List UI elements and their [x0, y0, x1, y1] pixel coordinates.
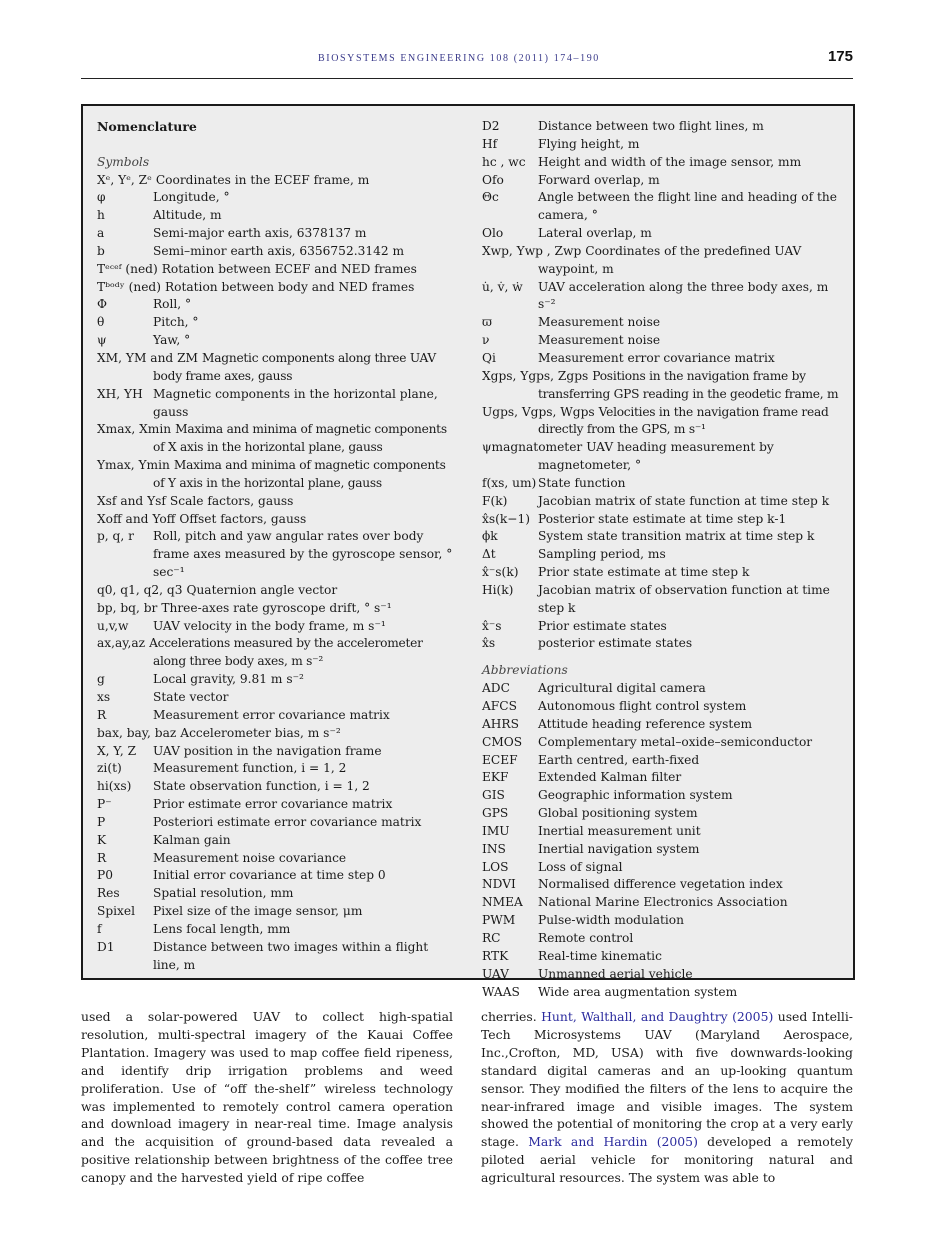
entry-definition: Yaw, °	[153, 333, 191, 348]
nomenclature-entry	[482, 635, 847, 653]
entry-symbol: INS	[482, 841, 506, 856]
entry-symbol: u,v,w	[97, 618, 129, 633]
nomenclature-entry	[482, 136, 847, 154]
entry-definition: Lateral overlap, m	[538, 226, 652, 241]
entry-symbol: bp, bq, br	[97, 600, 158, 615]
entry-symbol: a	[97, 226, 105, 241]
nomenclature-entry	[482, 787, 847, 805]
nomenclature-entry	[482, 948, 847, 966]
entry-symbol: ψ	[97, 333, 107, 348]
entry-definition: Complementary metal–oxide–semiconductor	[538, 734, 813, 749]
body-text-fragment: cherries.	[481, 1009, 537, 1024]
entry-definition: System state transition matrix at time step k	[538, 529, 815, 544]
nomenclature-entry	[482, 225, 847, 243]
entry-definition: Initial error covariance at time step 0	[153, 868, 386, 883]
entry-definition: Prior estimate states	[538, 618, 667, 633]
nomenclature-entry	[97, 707, 457, 725]
entry-definition: Wide area augmentation system	[538, 984, 738, 999]
entry-definition: Kalman gain	[153, 832, 231, 847]
entry-definition: Jacobian matrix of observation function at time step k	[538, 582, 830, 615]
entry-symbol: Xoff and Yoff	[97, 511, 176, 526]
entry-definition: Velocities in the navigation frame read directly from the GPS, m s⁻¹	[538, 404, 829, 437]
nomenclature-entry	[482, 716, 847, 734]
nomenclature-entry	[97, 832, 457, 850]
entry-definition: Extended Kalman filter	[538, 770, 682, 785]
entry-symbol: R	[97, 850, 107, 865]
entry-definition: Remote control	[538, 930, 634, 945]
abbreviations-heading: Abbreviations	[482, 663, 568, 678]
nomenclature-entry	[482, 769, 847, 787]
entry-symbol: Xgps, Ygps, Zgps	[482, 368, 589, 383]
entry-definition: UAV position in the navigation frame	[153, 743, 382, 758]
entry-definition: Measurement noise	[538, 333, 661, 348]
nomenclature-entry	[482, 546, 847, 564]
entry-symbol: xs	[97, 690, 111, 704]
entry-definition: UAV acceleration along the three body axes, m s⁻²	[538, 279, 829, 312]
entry-definition: Quaternion angle vector	[186, 582, 338, 597]
entry-definition: Scale factors, gauss	[169, 493, 294, 508]
body-text-right	[481, 1008, 853, 1187]
journal-name: BIOSYSTEMS ENGINEERING 108 (2011) 174–190	[318, 53, 600, 64]
entry-symbol: q0, q1, q2, q3	[97, 582, 183, 597]
entry-definition: Rotation between body and NED frames	[164, 279, 415, 294]
nomenclature-entry	[97, 314, 457, 332]
entry-definition: State vector	[153, 690, 229, 704]
entry-definition: State function	[538, 475, 626, 490]
body-text-fragment: developed a remotely piloted aerial vehicle for monitoring natural and agricultural resources. The system was able to	[481, 1134, 853, 1186]
body-text-fragment: used Intelli-Tech Microsystems UAV (Maryland Aerospace, Inc.,Crofton, MD, USA) with five downwards-looking standard digital cameras and an up-looking quantum sensor. They modified the filters of the lens to acquire the near-infrared image and visible images. The system showed the potential of monitoring the crop at a very early stage.	[481, 1009, 853, 1150]
entry-symbol: p, q, r	[97, 529, 134, 544]
nomenclature-entry	[97, 457, 457, 493]
nomenclature-entry	[97, 279, 457, 297]
entry-definition: Agricultural digital camera	[538, 681, 706, 696]
entry-symbol: hi(xs)	[97, 779, 132, 794]
entry-definition: Posteriori estimate error covariance matrix	[153, 814, 422, 829]
entry-symbol: Olo	[482, 226, 504, 241]
nomenclature-entry	[97, 760, 457, 778]
entry-definition: Pulse-width modulation	[538, 913, 684, 928]
entry-symbol: Xmax, Xmin	[97, 422, 172, 437]
abbreviations-list	[482, 680, 847, 1001]
nomenclature-entry	[97, 332, 457, 350]
nomenclature-entry	[482, 894, 847, 912]
entry-symbol: GPS	[482, 806, 509, 821]
nomenclature-entry	[97, 511, 457, 529]
nomenclature-entry	[482, 475, 847, 493]
entry-symbol: LOS	[482, 859, 509, 874]
entry-definition: Forward overlap, m	[538, 172, 660, 187]
nomenclature-title: Nomenclature	[97, 119, 197, 134]
entry-definition: Local gravity, 9.81 m s⁻²	[153, 672, 304, 687]
entry-symbol: Ugps, Vgps, Wgps	[482, 404, 595, 419]
entry-symbol: x̂s(k−1)	[482, 511, 530, 526]
entry-symbol: K	[97, 832, 107, 847]
entry-definition: posterior estimate states	[538, 636, 693, 651]
entry-symbol: Tᵇᵒᵈʸ (ned)	[97, 279, 161, 294]
entry-symbol: ϖ	[482, 315, 492, 330]
entry-symbol: ECEF	[482, 752, 518, 767]
entry-symbol: bax, bay, baz	[97, 725, 177, 740]
entry-definition: Altitude, m	[153, 208, 222, 223]
entry-definition: Flying height, m	[538, 136, 640, 151]
entry-definition: Pitch, °	[153, 315, 199, 330]
nomenclature-entry	[482, 189, 847, 225]
entry-definition: Measurement error covariance matrix	[538, 350, 775, 365]
nomenclature-entry	[482, 752, 847, 770]
entry-symbol: X, Y, Z	[97, 743, 137, 758]
entry-symbol: UAV	[482, 966, 509, 981]
entry-definition: Three-axes rate gyroscope drift, ° s⁻¹	[161, 600, 392, 615]
entry-symbol: GIS	[482, 788, 505, 803]
nomenclature-entry	[97, 743, 457, 761]
entry-symbol: Xᵉ, Yᵉ, Zᵉ	[97, 172, 152, 187]
entry-symbol: P	[97, 814, 106, 829]
nomenclature-entry	[97, 689, 457, 707]
entry-symbol: ax,ay,az	[97, 636, 146, 651]
entry-symbol: Δt	[482, 547, 496, 562]
nomenclature-entry	[97, 493, 457, 511]
entry-definition: Accelerations measured by the accelerometer along three body axes, m s⁻²	[149, 636, 423, 669]
body-paragraph: used a solar-powered UAV to collect high-spatial resolution, multi-spectral imagery of the Kauai Coffee Plantation. Imagery was used to map coffee field ripeness, and identify drip irrigation problems and weed proliferation. Use of “off the-shelf” wireless technology was implemented to remotely control camera operation and download imagery in near-real time. Image analysis and the acquisition of ground-based data revealed a positive relationship between brightness of the coffee tree canopy and the harvested yield of ripe coffee	[81, 1009, 453, 1186]
nomenclature-entry	[482, 823, 847, 841]
entry-symbol: zi(t)	[97, 761, 122, 776]
nomenclature-entry	[482, 368, 847, 404]
entry-definition: Inertial navigation system	[538, 841, 700, 856]
nomenclature-entry	[482, 984, 847, 1002]
citation-link[interactable]: Hunt, Walthall, and Daughtry (2005)	[541, 1009, 774, 1024]
nomenclature-box	[81, 104, 855, 999]
entry-definition: Inertial measurement unit	[538, 823, 701, 838]
entry-definition: Normalised difference vegetation index	[538, 877, 783, 892]
nomenclature-entry	[97, 867, 457, 885]
entry-symbol: RTK	[482, 948, 509, 963]
entry-symbol: EKF	[482, 770, 509, 785]
entry-symbol: WAAS	[482, 984, 520, 999]
nomenclature-entry	[97, 600, 457, 618]
nomenclature-entry	[482, 332, 847, 350]
nomenclature-entry	[97, 582, 457, 600]
entry-symbol: Ofo	[482, 172, 504, 187]
header-rule	[81, 78, 853, 79]
nomenclature-entry	[482, 680, 847, 698]
entry-symbol: x̂⁻s(k)	[482, 565, 519, 580]
entry-definition: UAV velocity in the body frame, m s⁻¹	[153, 618, 386, 633]
entry-symbol: Xwp, Ywp , Zwp	[482, 243, 582, 258]
entry-symbol: Spixel	[97, 904, 136, 919]
symbols-heading: Symbols	[97, 154, 150, 169]
nomenclature-entry	[97, 172, 457, 190]
nomenclature-entry	[482, 734, 847, 752]
entry-definition: Semi–minor earth axis, 6356752.3142 m	[153, 243, 405, 258]
nomenclature-entry	[482, 698, 847, 716]
nomenclature-entry	[97, 243, 457, 261]
nomenclature-entry	[97, 939, 457, 975]
nomenclature-entry	[482, 172, 847, 190]
nomenclature-entry	[97, 885, 457, 903]
entry-symbol: ϕk	[482, 529, 498, 544]
nomenclature-entry	[482, 859, 847, 877]
entry-symbol: Res	[97, 886, 120, 901]
entry-symbol: D1	[97, 939, 115, 954]
entry-definition: National Marine Electronics Association	[538, 895, 788, 910]
nomenclature-entry	[482, 930, 847, 948]
nomenclature-entry	[482, 528, 847, 546]
nomenclature-entry	[482, 118, 847, 136]
nomenclature-entry	[482, 243, 847, 279]
entry-symbol: hc , wc	[482, 154, 526, 169]
entry-symbol: g	[97, 672, 105, 687]
entry-definition: Accelerometer bias, m s⁻²	[180, 725, 341, 740]
entry-symbol: u̇, v̇, ẇ	[482, 279, 523, 294]
nomenclature-entry	[97, 618, 457, 636]
entry-definition: Offset factors, gauss	[179, 511, 307, 526]
entry-definition: Prior state estimate at time step k	[538, 565, 750, 580]
entry-definition: State observation function, i = 1, 2	[153, 779, 370, 794]
entry-definition: Loss of signal	[538, 859, 623, 874]
nomenclature-entry	[97, 814, 457, 832]
nomenclature-entry	[482, 564, 847, 582]
nomenclature-entry	[97, 261, 457, 279]
entry-symbol: PWM	[482, 913, 516, 928]
entry-definition: Measurement noise	[538, 315, 661, 330]
entry-definition: Prior estimate error covariance matrix	[153, 797, 393, 812]
entry-definition: Autonomous flight control system	[538, 699, 747, 713]
entry-definition: Measurement function, i = 1, 2	[153, 761, 347, 776]
entry-symbol: θ	[97, 315, 105, 330]
entry-definition: Magnetic components along three UAV body frame axes, gauss	[153, 350, 436, 383]
entry-symbol: AFCS	[482, 699, 517, 713]
symbols-list-right	[482, 118, 847, 653]
entry-definition: Coordinates of the predefined UAV waypoint, m	[538, 243, 802, 276]
nomenclature-entry	[97, 189, 457, 207]
page-number: 175	[827, 48, 853, 65]
entry-symbol: CMOS	[482, 734, 523, 749]
symbols-list-left	[97, 172, 457, 975]
entry-symbol: AHRS	[482, 716, 519, 731]
entry-definition: Distance between two images within a flight line, m	[153, 939, 429, 972]
entry-definition: Lens focal length, mm	[153, 921, 291, 936]
entry-definition: Unmanned aerial vehicle	[538, 966, 693, 981]
entry-symbol: φ	[97, 190, 106, 205]
nomenclature-entry	[482, 805, 847, 823]
entry-symbol: F(k)	[482, 493, 508, 508]
nomenclature-entry	[97, 725, 457, 743]
entry-symbol: D2	[482, 119, 500, 133]
entry-symbol: ν	[482, 333, 490, 348]
nomenclature-entry	[482, 966, 847, 984]
nomenclature-entry	[482, 841, 847, 859]
entry-symbol: P⁻	[97, 797, 112, 812]
nomenclature-entry	[482, 912, 847, 930]
entry-definition: Maxima and minima of magnetic components of X axis in the horizontal plane, gauss	[153, 422, 447, 455]
nomenclature-entry	[97, 421, 457, 457]
entry-symbol: IMU	[482, 823, 510, 838]
nomenclature-entry	[97, 671, 457, 689]
entry-symbol: ADC	[482, 681, 510, 696]
entry-definition: Earth centred, earth-fixed	[538, 752, 700, 767]
nomenclature-entry	[482, 876, 847, 894]
entry-definition: Sampling period, ms	[538, 547, 666, 562]
entry-definition: Longitude, °	[153, 190, 230, 205]
entry-symbol: NDVI	[482, 877, 516, 892]
citation-link[interactable]: Mark and Hardin (2005)	[528, 1134, 698, 1150]
nomenclature-right-column	[482, 118, 847, 1001]
entry-symbol: Tᵉᶜᵉᶠ (ned)	[97, 261, 158, 276]
entry-symbol: RC	[482, 930, 501, 945]
entry-definition: Global positioning system	[538, 806, 698, 821]
entry-symbol: f(xs, um)	[482, 475, 537, 490]
entry-definition: Rotation between ECEF and NED frames	[161, 261, 417, 276]
nomenclature-entry	[97, 635, 457, 671]
entry-definition: Magnetic components in the horizontal plane, gauss	[153, 386, 438, 419]
nomenclature-entry	[482, 404, 847, 440]
entry-symbol: Hi(k)	[482, 582, 514, 597]
nomenclature-entry	[482, 511, 847, 529]
entry-definition: UAV heading measurement by magnetometer, °	[538, 440, 774, 473]
entry-definition: Positions in the navigation frame by transferring GPS reading in the geodetic frame, m	[538, 368, 839, 401]
body-text-left	[81, 1008, 453, 1187]
nomenclature-entry	[97, 386, 457, 422]
nomenclature-entry	[97, 850, 457, 868]
entry-definition: Posterior state estimate at time step k-1	[538, 511, 787, 526]
entry-definition: Height and width of the image sensor, mm	[538, 154, 802, 169]
running-head	[0, 48, 925, 70]
nomenclature-entry	[97, 296, 457, 314]
nomenclature-entry	[482, 279, 847, 315]
nomenclature-entry	[97, 528, 457, 582]
entry-symbol: ψmagnatometer	[482, 440, 583, 455]
nomenclature-entry	[482, 314, 847, 332]
nomenclature-entry	[97, 796, 457, 814]
entry-definition: Jacobian matrix of state function at time step k	[538, 493, 830, 508]
entry-symbol: Ymax, Ymin	[97, 458, 170, 473]
nomenclature-entry	[97, 921, 457, 939]
nomenclature-entry	[482, 618, 847, 636]
nomenclature-entry	[482, 350, 847, 368]
entry-symbol: Θc	[482, 190, 499, 205]
entry-definition: Measurement error covariance matrix	[153, 707, 390, 722]
entry-symbol: f	[97, 921, 102, 936]
entry-symbol: x̂⁻s	[482, 618, 502, 633]
entry-symbol: XM, YM and ZM	[97, 350, 199, 365]
entry-symbol: x̂s	[482, 636, 496, 651]
entry-definition: Roll, °	[153, 297, 192, 312]
entry-definition: Angle between the flight line and heading of the camera, °	[538, 190, 837, 223]
entry-definition: Spatial resolution, mm	[153, 886, 294, 901]
entry-symbol: Hf	[482, 136, 498, 151]
entry-definition: Real-time kinematic	[538, 948, 662, 963]
entry-definition: Coordinates in the ECEF frame, m	[155, 172, 370, 187]
entry-symbol: P0	[97, 868, 113, 883]
nomenclature-entry	[97, 350, 457, 386]
entry-symbol: R	[97, 707, 107, 722]
nomenclature-entry	[97, 225, 457, 243]
entry-symbol: h	[97, 208, 105, 223]
entry-definition: Distance between two flight lines, m	[538, 119, 764, 133]
nomenclature-entry	[482, 493, 847, 511]
entry-definition: Roll, pitch and yaw angular rates over body frame axes measured by the gyroscope sensor, ° sec⁻¹	[153, 529, 453, 580]
nomenclature-entry	[97, 207, 457, 225]
entry-symbol: Qi	[482, 350, 496, 365]
entry-definition: Semi-major earth axis, 6378137 m	[153, 226, 367, 241]
entry-definition: Pixel size of the image sensor, μm	[153, 904, 363, 919]
entry-definition: Maxima and minima of magnetic components of Y axis in the horizontal plane, gauss	[153, 458, 446, 490]
entry-symbol: XH, YH	[97, 386, 143, 401]
entry-symbol: Φ	[97, 297, 107, 312]
entry-symbol: b	[97, 243, 105, 258]
entry-symbol: Xsf and Ysf	[97, 493, 166, 508]
nomenclature-left-column	[97, 118, 457, 975]
nomenclature-entry	[482, 439, 847, 475]
nomenclature-entry	[482, 582, 847, 618]
nomenclature-entry	[97, 778, 457, 796]
entry-definition: Measurement noise covariance	[153, 850, 347, 865]
entry-symbol: NMEA	[482, 895, 523, 910]
entry-definition: Geographic information system	[538, 788, 733, 803]
nomenclature-entry	[97, 903, 457, 921]
entry-definition: Attitude heading reference system	[538, 716, 753, 731]
nomenclature-entry	[482, 154, 847, 172]
